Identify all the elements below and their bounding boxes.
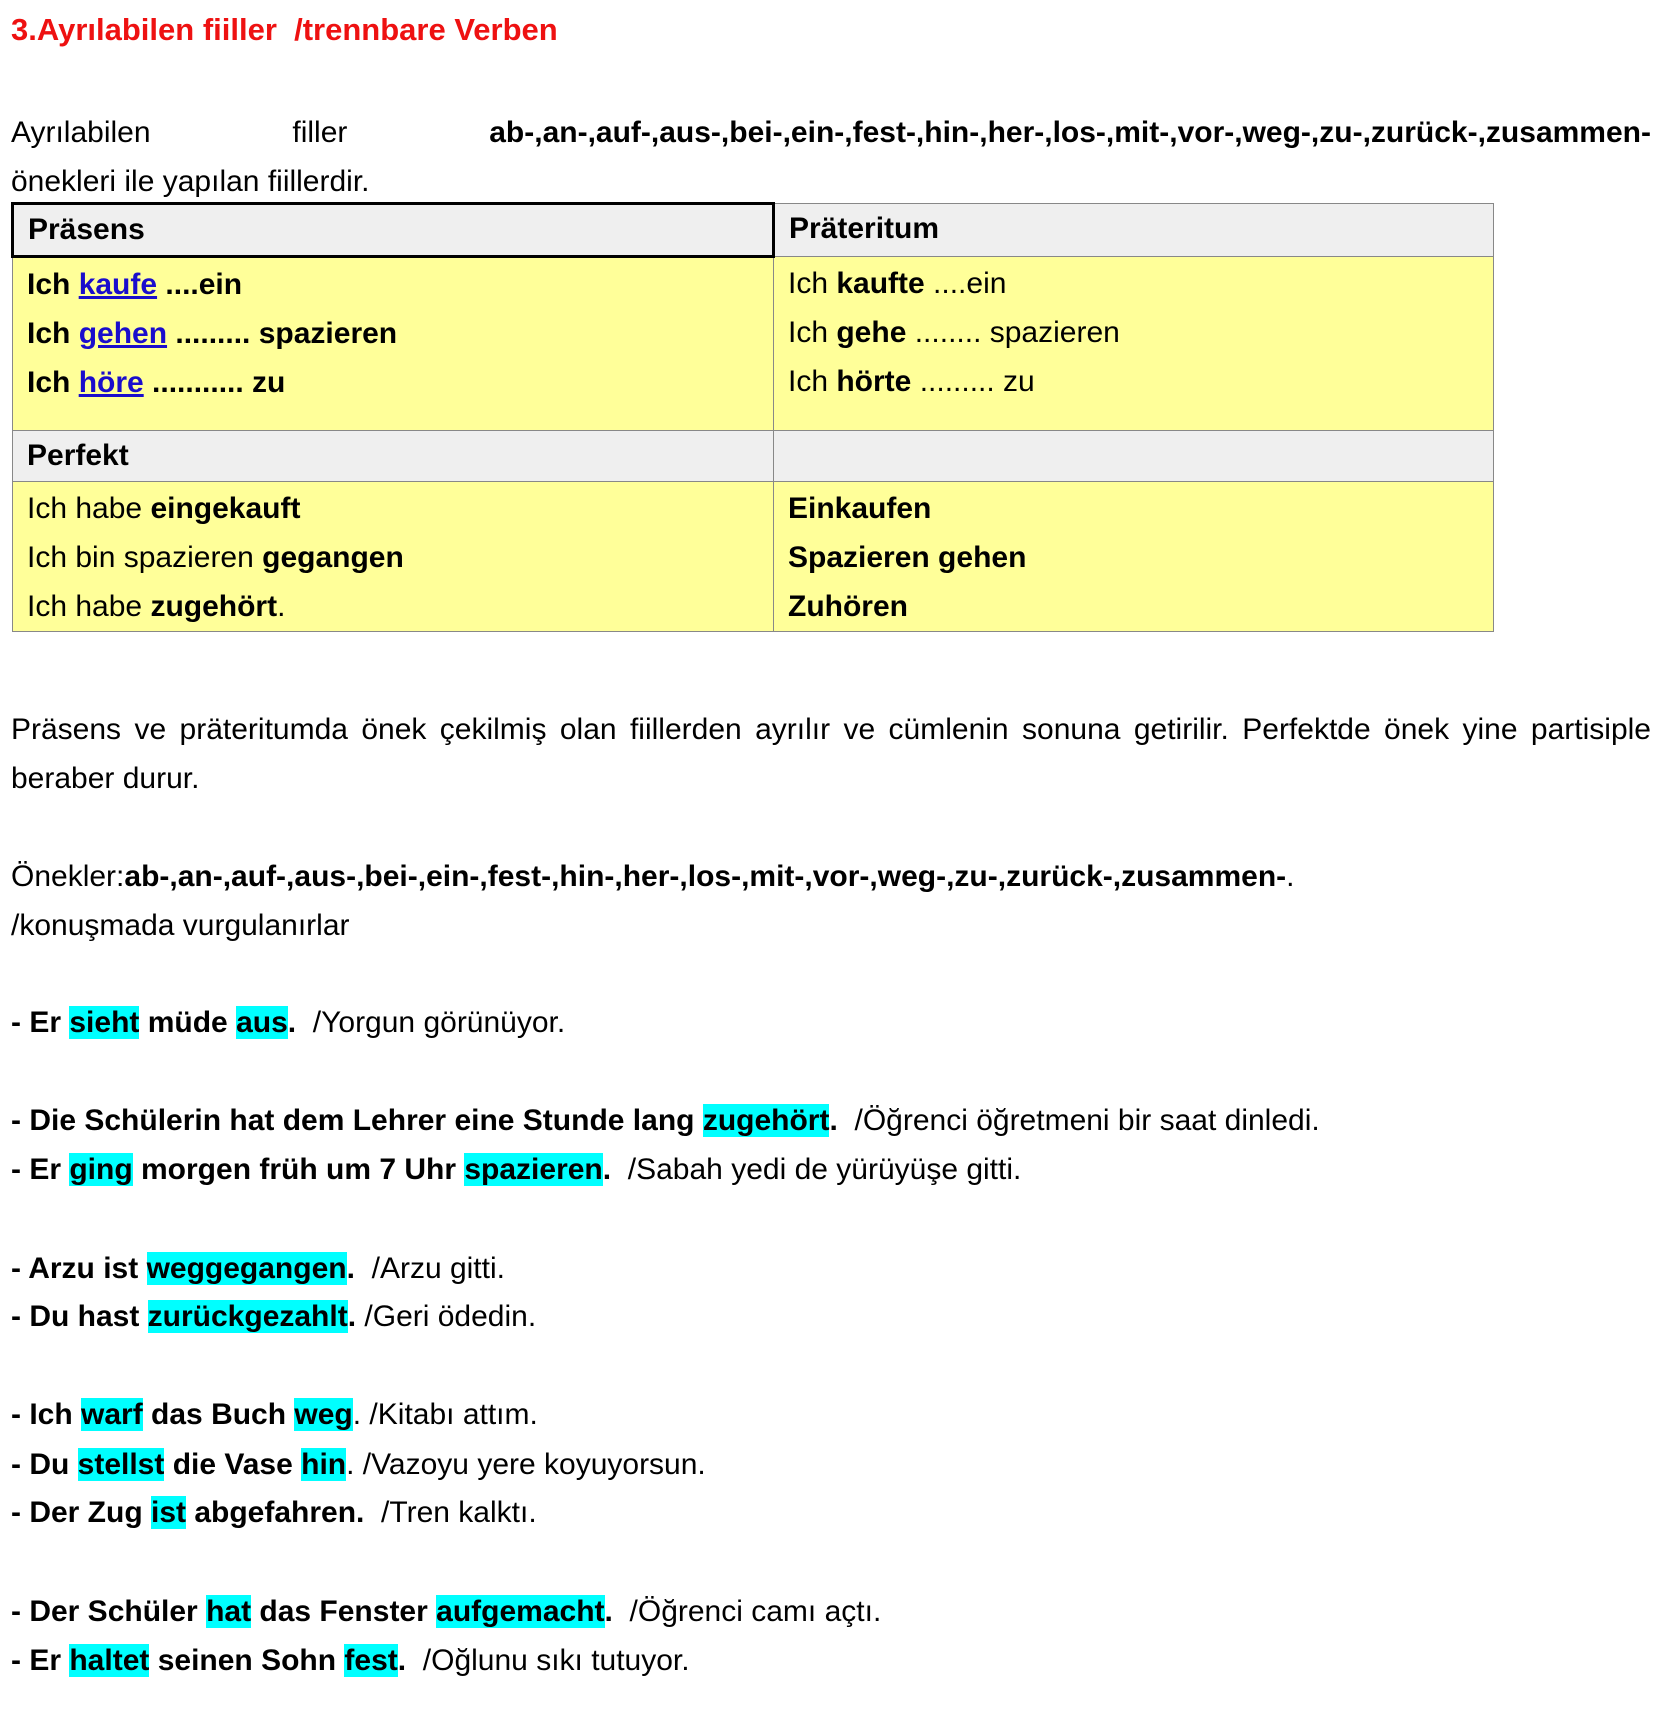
translation-text: . /Kitabı attım. [352,1398,538,1431]
sentence-text: - Du [11,1448,78,1481]
translation-text: /Sabah yedi de yürüyüşe gitti. [611,1153,1022,1186]
explanation-paragraph: Präsens ve präteritumda önek çekilmiş olan fiillerden ayrılır ve cümlenin sonuna getirilir. Perfektde önek yine partisiple beraber durur. [11,713,1651,795]
prefix-list: ab-,an-,auf-,aus-,bei-,ein-,fest-,hin-,her-,los-,mit-,vor-,weg-,zu-,zurück-,zusammen- [489,116,1651,149]
prefix-label: Önekler: [11,860,125,893]
pronoun-text: Ich [788,267,837,300]
sentence-text: . [347,1300,357,1333]
verb-link[interactable]: gehen [78,317,168,350]
sentence-text: . [346,1252,355,1285]
translation-text: /Öğrenci camı açtı. [612,1595,882,1628]
intro-paragraph [11,108,1651,206]
translation-text: . /Vazoyu yere koyuyorsun. [346,1448,706,1481]
sentence-text: - Ich [11,1398,82,1431]
suffix-text: ......... spazieren [167,317,398,350]
sentence-text: - Arzu ist [11,1252,147,1285]
translation-text: /Tren kalktı. [364,1496,537,1529]
sentence-text: das Buch [142,1398,295,1431]
highlighted-verb: weggegangen [146,1252,347,1285]
suffix-text: ......... zu [911,365,1035,398]
highlighted-verb: zugehört [702,1104,830,1137]
perfekt-cell [13,482,774,632]
header-empty [774,431,1494,482]
prefix-list: ab-,an-,auf-,aus-,bei-,ein-,fest-,hin-,her-,los-,mit-,vor-,weg-,zu-,zurück-,zusammen- [124,860,1287,893]
example-sentence [11,1244,505,1293]
example-sentence [11,1096,1320,1145]
translation-text: /Yorgun görünüyor. [296,1006,566,1039]
sentence-text: abgefahren. [186,1496,365,1529]
example-sentence [11,1440,706,1489]
highlighted-verb: ist [151,1496,187,1529]
suffix-text: ....ein [157,268,243,301]
table-line [788,357,1479,406]
intro-word: Ayrılabilen [11,116,151,149]
table-line [27,484,759,533]
sentence-text: - Du hast [11,1300,148,1333]
sentence-text: . [604,1595,613,1628]
sentence-text: die Vase [164,1448,302,1481]
verb-text: Zuhören [788,590,908,623]
highlighted-verb: hin [301,1448,347,1481]
suffix-text: ........... zu [143,366,286,399]
example-sentence [11,1145,1021,1194]
highlighted-verb: haltet [69,1644,150,1677]
intro-word: filler [292,116,348,149]
highlighted-verb: warf [81,1398,143,1431]
sentence-text: - Der Zug [11,1496,151,1529]
translation-text: /Geri ödedin. [356,1300,537,1333]
prefix-note [11,852,1294,950]
table-line [788,259,1479,308]
pronoun-text: Ich [788,365,837,398]
sentence-text: - Er [11,1006,70,1039]
sentence-text: müde [139,1006,237,1039]
table-line [27,533,759,582]
highlighted-verb: zurückgezahlt [147,1300,348,1333]
sentence-text: - Er [11,1153,70,1186]
highlighted-verb: aufgemacht [436,1595,605,1628]
verb-text: zugehört [150,590,278,623]
verb-text: gegangen [262,541,404,574]
highlighted-verb: hat [206,1595,252,1628]
pronoun-text: Ich habe [27,492,151,525]
example-sentence [11,998,565,1047]
table-line [788,582,1479,631]
table-line [788,484,1479,533]
header-praeteritum: Präteritum [774,204,1494,257]
example-sentence [11,1390,538,1439]
highlighted-verb: spazieren [464,1153,603,1186]
suffix-text: ....ein [924,267,1007,300]
translation-text: /Arzu gitti. [354,1252,505,1285]
praeteritum-cell [774,257,1494,431]
verb-link[interactable]: höre [78,366,144,399]
infinitiv-cell [774,482,1494,632]
verb-text: Spazieren gehen [788,541,1027,574]
sentence-text: - Die Schülerin hat dem Lehrer eine Stunde lang [11,1104,703,1137]
sentence-text: . [602,1153,612,1186]
header-praesens: Präsens [13,204,774,257]
header-perfekt: Perfekt [13,431,774,482]
page-title: 3.Ayrılabilen fiiller /trennbare Verben [11,12,558,47]
example-sentence [11,1587,881,1636]
highlighted-verb: aus [236,1006,288,1039]
tense-table [11,202,1494,632]
translation-text: /Öğrenci öğretmeni bir saat dinledi. [837,1104,1320,1137]
sentence-text: . [287,1006,297,1039]
sentence-text: morgen früh um 7 Uhr [132,1153,465,1186]
table-line [788,533,1479,582]
sentence-text: - Er [11,1644,70,1677]
sentence-text: . [397,1644,407,1677]
intro-line2: önekleri ile yapılan fiillerdir. [11,165,370,198]
table-line [27,309,759,358]
verb-text: kaufte [836,267,925,300]
translation-text: /Oğlunu sıkı tutuyor. [406,1644,690,1677]
pronoun-text: Ich [788,316,837,349]
highlighted-verb: fest [344,1644,398,1677]
verb-link[interactable]: kaufe [78,268,158,301]
highlighted-verb: ging [69,1153,133,1186]
sentence-text: das Fenster [251,1595,437,1628]
pronoun-text: Ich habe [27,590,151,623]
table-line [27,260,759,309]
sentence-text: . [829,1104,838,1137]
suffix-text: . [277,590,286,623]
suffix-text: ........ spazieren [906,316,1120,349]
table-line [27,358,759,407]
sentence-text: - Der Schüler [11,1595,207,1628]
praesens-cell [13,257,774,431]
pronoun-text: Ich [27,366,79,399]
verb-text: eingekauft [150,492,301,525]
pronoun-text: Ich [27,317,79,350]
verb-text: hörte [836,365,912,398]
table-line [788,308,1479,357]
prefix-note-line2: /konuşmada vurgulanırlar [11,909,350,942]
example-sentence [11,1292,536,1341]
highlighted-verb: sieht [69,1006,140,1039]
highlighted-verb: stellst [77,1448,165,1481]
verb-text: gehe [836,316,907,349]
table-line [27,582,759,631]
pronoun-text: Ich [27,268,79,301]
verb-text: Einkaufen [788,492,932,525]
example-sentence [11,1488,537,1537]
sentence-text: seinen Sohn [149,1644,345,1677]
example-sentence [11,1636,690,1685]
pronoun-text: Ich bin spazieren [27,541,263,574]
highlighted-verb: weg [294,1398,353,1431]
period: . [1286,860,1295,893]
